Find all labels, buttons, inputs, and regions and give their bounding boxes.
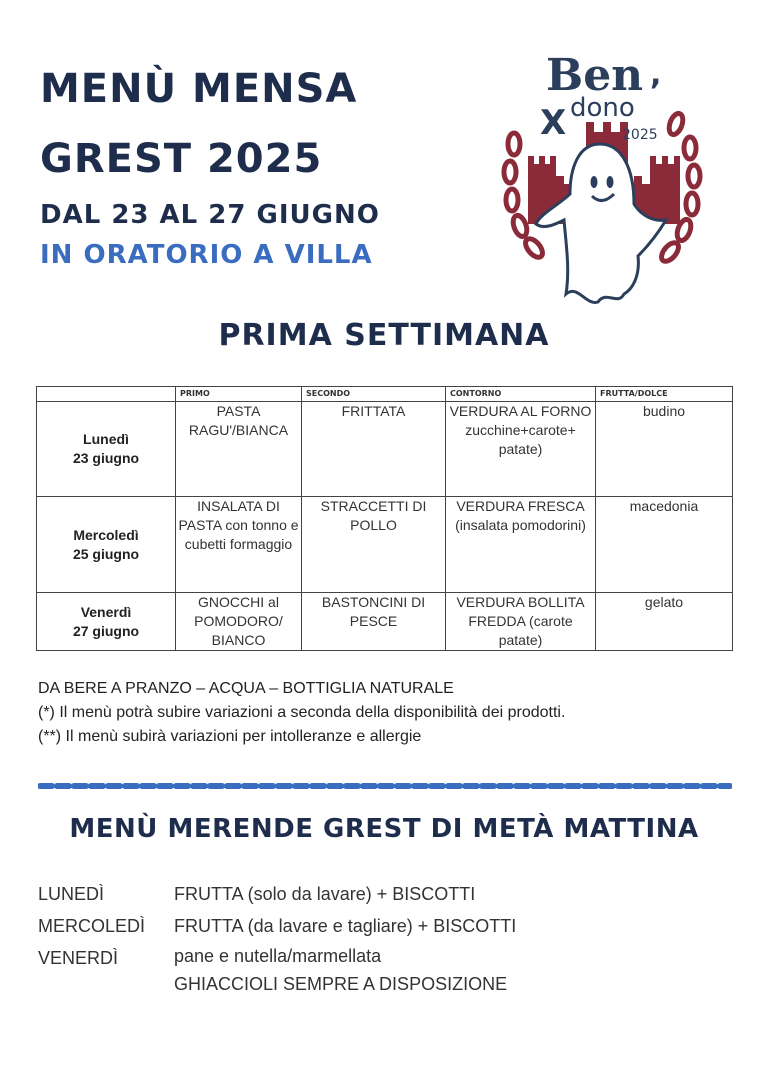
day-name: Venerdì bbox=[80, 603, 132, 620]
snack-item: pane e nutella/marmellata bbox=[174, 946, 382, 966]
lunch-menu-table bbox=[36, 386, 733, 651]
header-cell-empty bbox=[37, 387, 176, 402]
primo-cell: INSALATA DI PASTA con tonno e cubetti formaggio bbox=[176, 497, 302, 593]
day-date: 27 giugno bbox=[72, 622, 140, 639]
primo-cell: GNOCCHI al POMODORO/ BIANCO bbox=[176, 593, 302, 651]
snack-day: MERCOLEDÌ bbox=[38, 916, 146, 936]
contorno-cell: VERDURA BOLLITA FREDDA (carote patate) bbox=[446, 593, 596, 651]
day-name: Mercoledì bbox=[73, 526, 139, 543]
snack-day: LUNEDÌ bbox=[38, 884, 105, 904]
snack-day: VENERDÌ bbox=[38, 948, 119, 968]
header-cell-contorno: CONTORNO bbox=[446, 387, 596, 402]
header-cell-frutta-dolce: FRUTTA/DOLCE bbox=[596, 387, 733, 402]
note-variations: (*) Il menù potrà subire variazioni a seconda della disponibilità dei prodotti. bbox=[38, 704, 566, 721]
snack-items bbox=[174, 910, 516, 942]
snack-title: MENÙ MERENDE GREST DI METÀ MATTINA bbox=[69, 814, 699, 844]
place-line: IN ORATORIO A VILLA bbox=[40, 240, 373, 270]
table-row bbox=[37, 593, 733, 651]
day-cell bbox=[37, 593, 176, 651]
snack-items bbox=[174, 878, 475, 910]
contorno-cell: VERDURA FRESCA (insalata pomodorini) bbox=[446, 497, 596, 593]
list-item bbox=[38, 910, 516, 942]
dolce-cell: macedonia bbox=[596, 497, 733, 593]
table-header-row bbox=[37, 387, 733, 402]
day-date: 25 giugno bbox=[72, 545, 140, 562]
logo-comma: , bbox=[650, 57, 662, 92]
day-date: 23 giugno bbox=[72, 450, 140, 466]
primo-cell: PASTA RAGU'/BIANCA bbox=[176, 402, 302, 497]
secondo-cell: STRACCETTI DI POLLO bbox=[302, 497, 446, 593]
header-cell-primo: PRIMO bbox=[176, 387, 302, 402]
logo-year: 2025 bbox=[622, 127, 658, 143]
day-cell bbox=[37, 402, 176, 497]
table-row bbox=[37, 497, 733, 593]
note-allergies: (**) Il menù subirà variazioni per intolleranze e allergie bbox=[38, 728, 422, 745]
snack-item: FRUTTA (solo da lavare) + BISCOTTI bbox=[174, 884, 476, 904]
note-drink: DA BERE A PRANZO – ACQUA – BOTTIGLIA NATURALE bbox=[38, 680, 454, 697]
day-name: Lunedì bbox=[83, 431, 129, 447]
section-title: PRIMA SETTIMANA bbox=[218, 318, 550, 353]
dates-line: DAL 23 AL 27 GIUGNO bbox=[40, 200, 380, 230]
day-cell bbox=[37, 497, 176, 593]
logo-word-dono: dono bbox=[570, 93, 635, 123]
secondo-cell: FRITTATA bbox=[302, 402, 446, 497]
benxdono-logo bbox=[500, 44, 710, 314]
header-cell-secondo: SECONDO bbox=[302, 387, 446, 402]
snack-item: GHIACCIOLI SEMPRE A DISPOSIZIONE bbox=[174, 974, 508, 994]
snack-items bbox=[174, 942, 507, 998]
list-item bbox=[38, 942, 516, 998]
snack-list bbox=[38, 878, 516, 998]
dolce-cell: gelato bbox=[596, 593, 733, 651]
dolce-cell: budino bbox=[596, 402, 733, 497]
contorno-cell: VERDURA AL FORNO zucchine+carote+ patate) bbox=[446, 402, 596, 497]
snack-item: FRUTTA (da lavare e tagliare) + BISCOTTI bbox=[174, 916, 517, 936]
dashed-divider bbox=[38, 780, 732, 792]
list-item bbox=[38, 878, 516, 910]
title-line-1: MENÙ MENSA bbox=[40, 66, 358, 112]
table-row bbox=[37, 402, 733, 497]
title-line-2: GREST 2025 bbox=[40, 136, 323, 182]
logo-word-ben: Ben bbox=[546, 50, 644, 101]
notes bbox=[38, 677, 565, 749]
secondo-cell: BASTONCINI DI PESCE bbox=[302, 593, 446, 651]
logo-word-x: X bbox=[540, 103, 567, 143]
